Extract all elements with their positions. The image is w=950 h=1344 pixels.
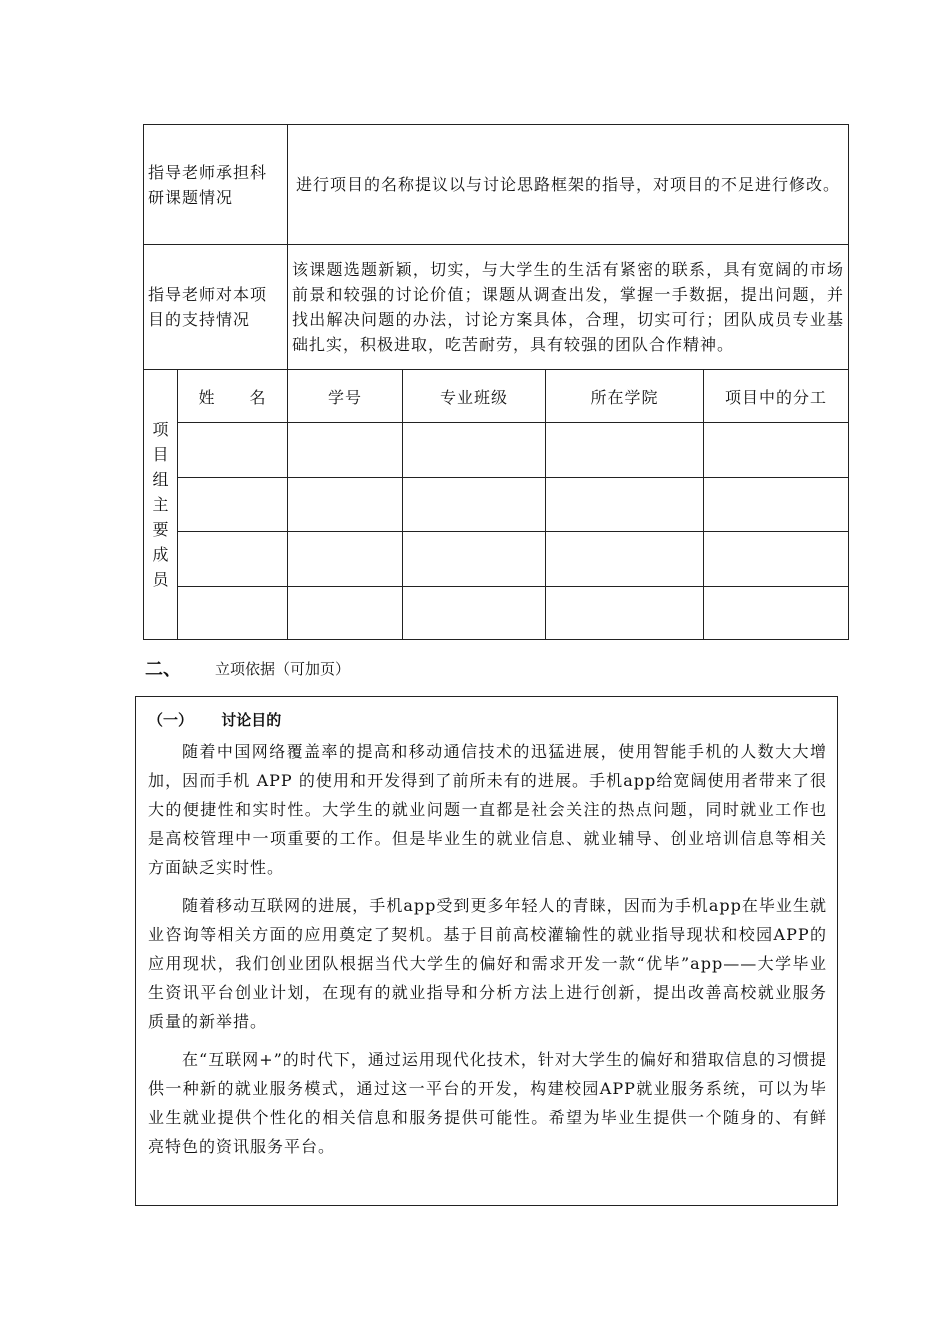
section-heading — [145, 655, 350, 681]
member-cell[interactable] — [178, 423, 288, 478]
advisor-support-content: 该课题选题新颖，切实，与大学生的生活有紧密的联系，具有宽阔的市场前景和较强的讨论价值；课题从调查出发，掌握一手数据，提出问题，并找出解决问题的办法，讨论方案具体，合理，切实可行；团队成员专业基础扎实，积极进取，吃苦耐劳，具有较强的团队合作精神。 — [288, 245, 849, 370]
members-header-row — [144, 370, 849, 423]
header-name: 姓 名 — [178, 370, 288, 423]
member-cell[interactable] — [403, 587, 546, 640]
header-college: 所在学院 — [546, 370, 704, 423]
advisor-support-label: 指导老师对本项目的支持情况 — [144, 245, 288, 370]
purpose-heading — [148, 707, 827, 733]
member-cell[interactable] — [704, 423, 849, 478]
header-class: 专业班级 — [403, 370, 546, 423]
advisor-projects-row — [144, 125, 849, 245]
section-title: 立项依据（可加页） — [215, 659, 351, 678]
advisor-projects-content: 进行项目的名称提议以与讨论思路框架的指导，对项目的不足进行修改。 — [288, 125, 849, 245]
member-cell[interactable] — [403, 478, 546, 532]
member-cell[interactable] — [288, 587, 403, 640]
member-cell[interactable] — [546, 423, 704, 478]
purpose-box — [135, 696, 838, 1206]
section-number: 二、 — [145, 659, 181, 680]
purpose-number: （一） — [148, 711, 194, 729]
member-cell[interactable] — [288, 423, 403, 478]
members-label — [144, 370, 178, 640]
members-label-text: 项目组主要成员 — [152, 420, 169, 589]
member-cell[interactable] — [546, 532, 704, 587]
member-cell[interactable] — [704, 478, 849, 532]
member-cell[interactable] — [546, 478, 704, 532]
application-form-table — [143, 124, 849, 640]
purpose-paragraph-2: 随着移动互联网的进展，手机app受到更多年轻人的青睐，因而为手机app在毕业生就业咨询等相关方面的应用奠定了契机。基于目前高校灌输性的就业指导现状和校园APP的应用现状，我们创业团队根据当代大学生的偏好和需求开发一款“优毕”app——大学毕业生资讯平台创业计划，在现有的就业指导和分析方法上进行创新，提出改善高校就业服务质量的新举措。 — [148, 896, 827, 1031]
member-cell[interactable] — [288, 478, 403, 532]
member-cell[interactable] — [178, 532, 288, 587]
member-cell[interactable] — [403, 423, 546, 478]
header-role: 项目中的分工 — [704, 370, 849, 423]
member-cell[interactable] — [178, 587, 288, 640]
purpose-paragraph-3: 在“互联网+”的时代下，通过运用现代化技术，针对大学生的偏好和猎取信息的习惯提供一种新的就业服务模式，通过这一平台的开发，构建校园APP就业服务系统，可以为毕业生就业提供个性化的相关信息和服务提供可能性。希望为毕业生提供一个随身的、有鲜亮特色的资讯服务平台。 — [148, 1050, 827, 1156]
member-cell[interactable] — [704, 532, 849, 587]
member-row-4 — [144, 587, 849, 640]
member-cell[interactable] — [546, 587, 704, 640]
member-row-1 — [144, 423, 849, 478]
member-row-2 — [144, 478, 849, 532]
member-row-3 — [144, 532, 849, 587]
advisor-projects-label: 指导老师承担科研课题情况 — [144, 125, 288, 245]
member-cell[interactable] — [178, 478, 288, 532]
advisor-support-row — [144, 245, 849, 370]
purpose-paragraph-1: 随着中国网络覆盖率的提高和移动通信技术的迅猛进展，使用智能手机的人数大大增加，因而手机 APP 的使用和开发得到了前所未有的进展。手机app给宽阔使用者带来了很大的便捷性和实时性。大学生的就业问题一直都是社会关注的热点问题，同时就业工作也是高校管理中一项重要的工作。但是毕业生的就业信息、就业辅导、创业培训信息等相关方面缺乏实时性。 — [148, 742, 827, 877]
purpose-title: 讨论目的 — [221, 711, 282, 729]
header-student-id: 学号 — [288, 370, 403, 423]
member-cell[interactable] — [403, 532, 546, 587]
member-cell[interactable] — [704, 587, 849, 640]
member-cell[interactable] — [288, 532, 403, 587]
